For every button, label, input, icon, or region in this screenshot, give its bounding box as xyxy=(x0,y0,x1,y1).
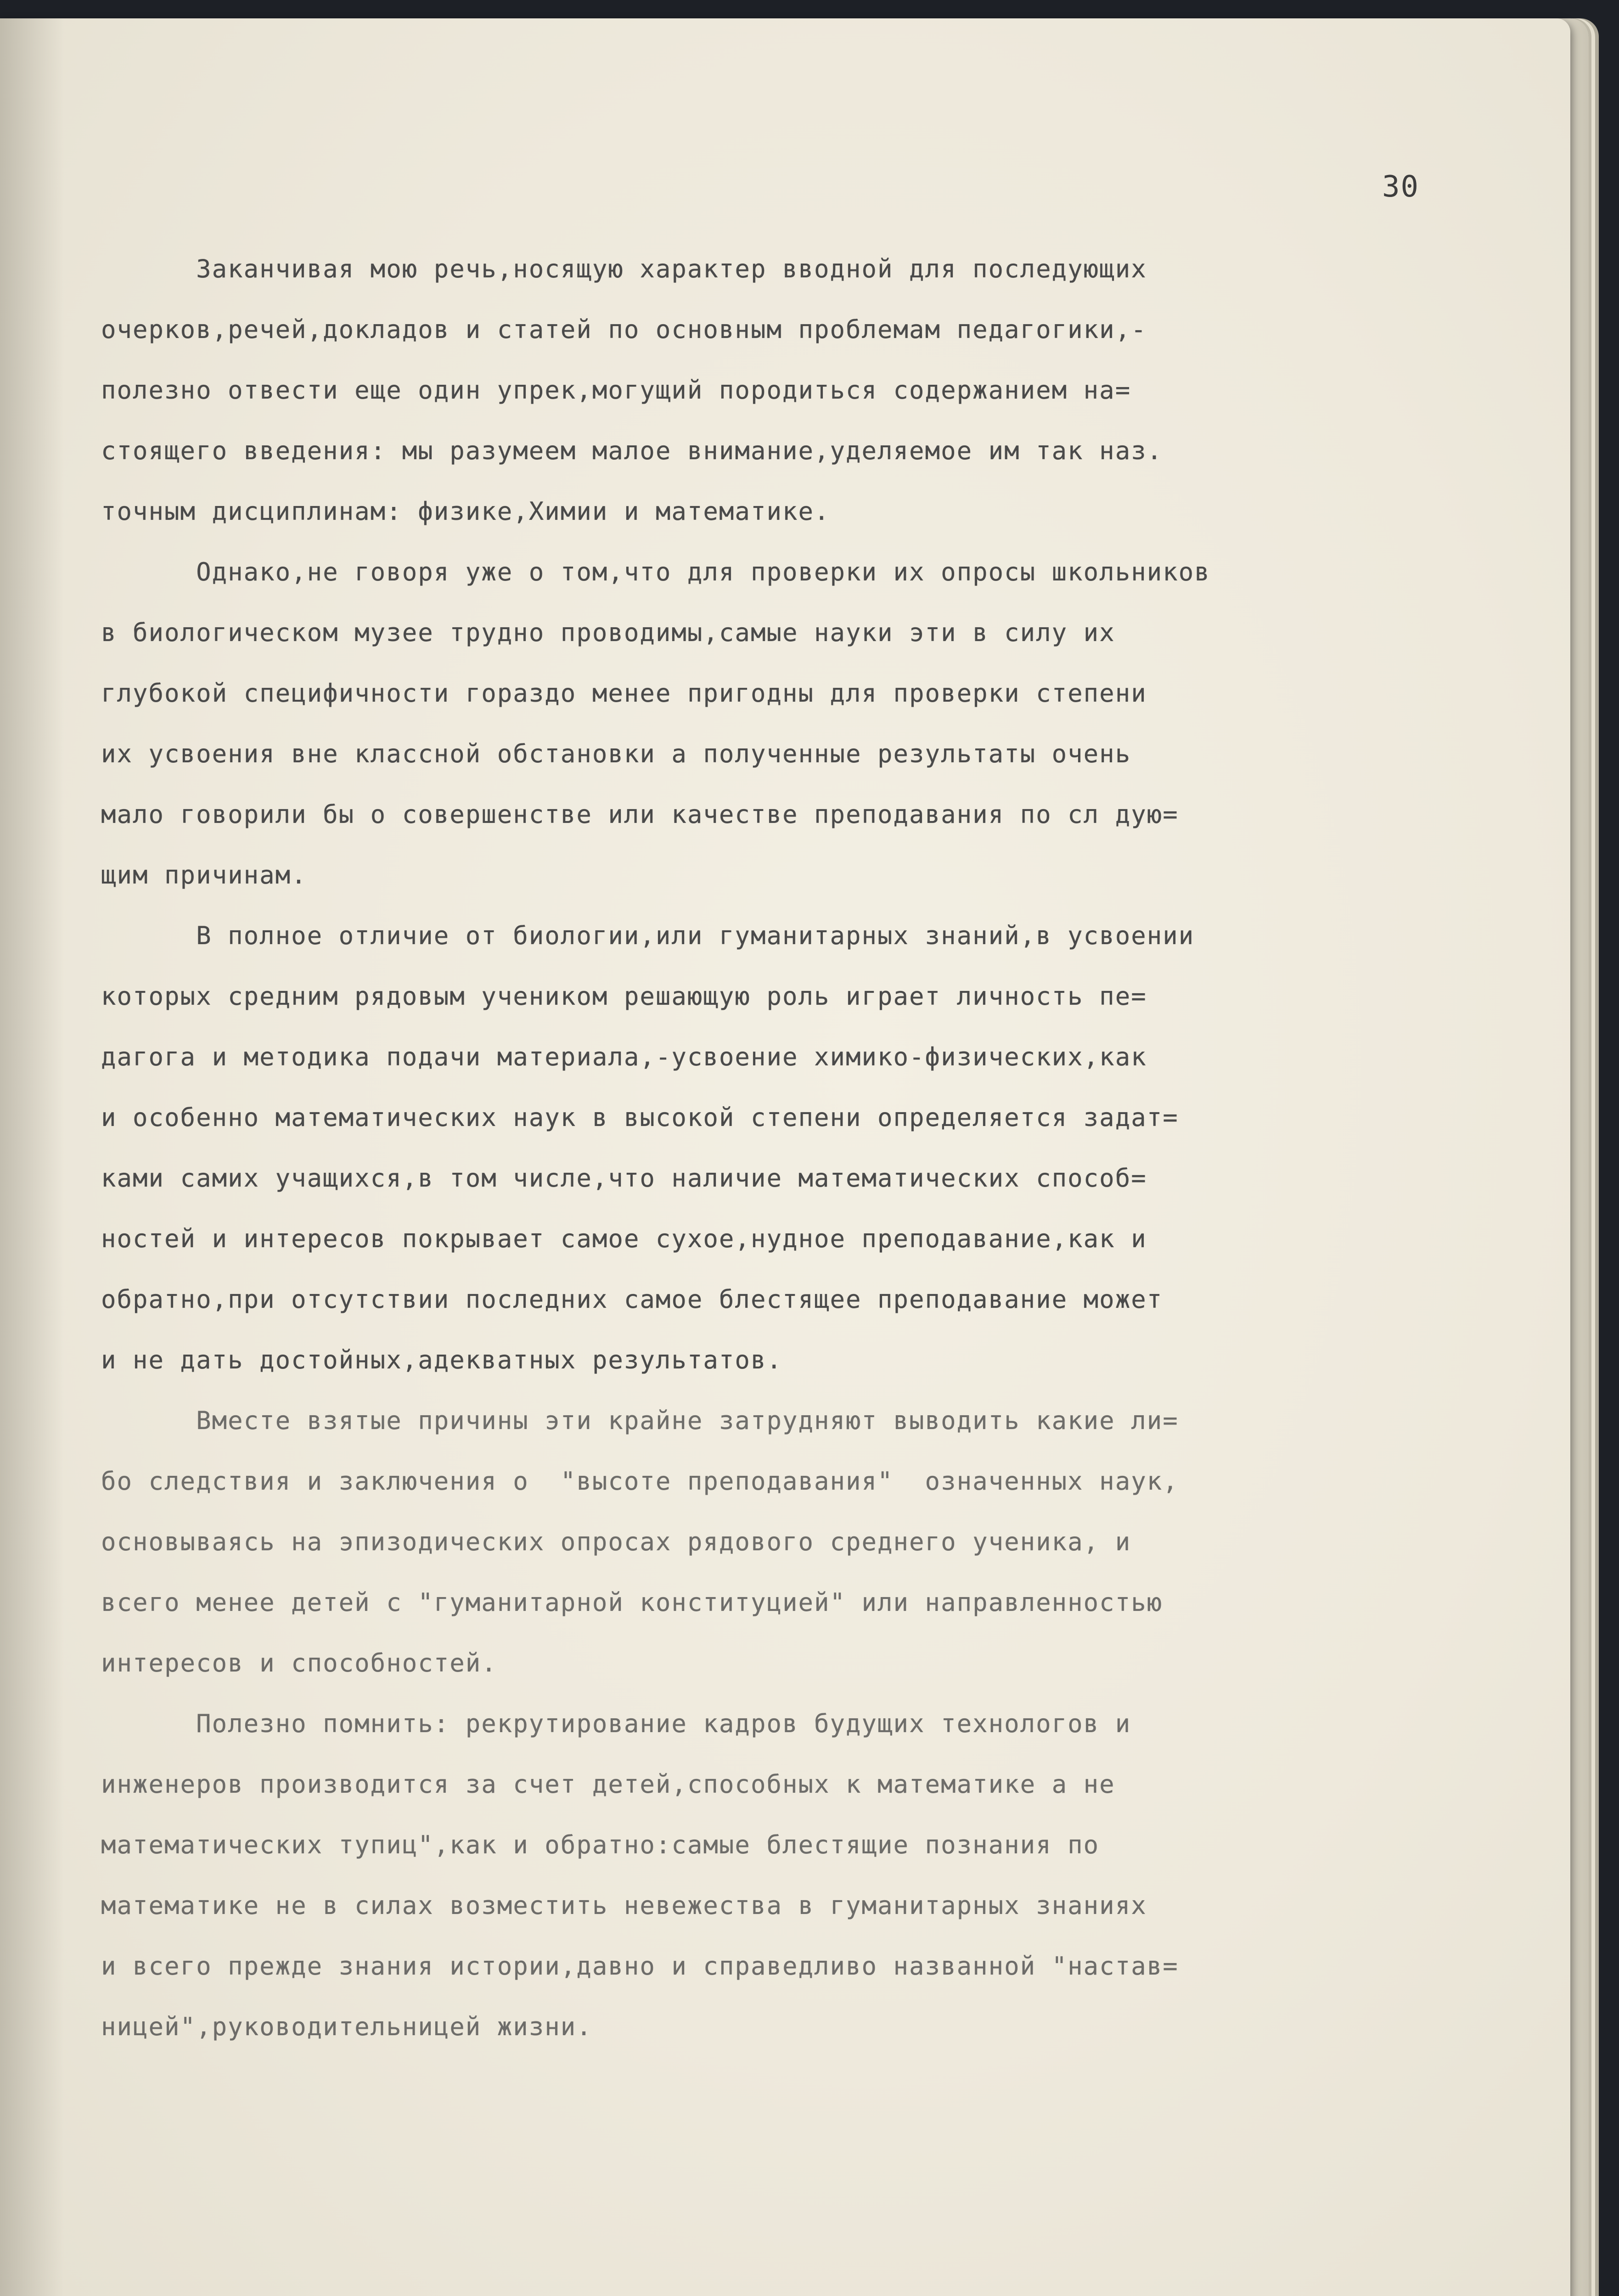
paragraph xyxy=(101,542,1478,906)
paragraph xyxy=(101,906,1478,1390)
text-line: их усвоения вне классной обстановки а полученные результаты очень xyxy=(101,739,1131,768)
text-line: Вместе взятые причины эти крайне затрудняют выводить какие ли= xyxy=(101,1406,1179,1435)
text-line: математике не в силах возместить невежества в гуманитарных знаниях xyxy=(101,1891,1147,1920)
page-number: 30 xyxy=(1382,170,1420,204)
text-line: дагога и методика подачи материала,-усвоение химико-физических,как xyxy=(101,1042,1147,1071)
text-line: интересов и способностей. xyxy=(101,1649,497,1677)
text-line: бо следствия и заключения о "высоте преподавания" означенных наук, xyxy=(101,1467,1179,1496)
text-line: Однако,не говоря уже о том,что для проверки их опросы школьников xyxy=(101,557,1210,586)
text-line: В полное отличие от биологии,или гуманитарных знаний,в усвоении xyxy=(101,921,1195,950)
text-line: Заканчивая мою речь,носящую характер вводной для последующих xyxy=(101,254,1147,283)
text-line: стоящего введения: мы разумеем малое внимание,уделяемое им так наз. xyxy=(101,436,1163,465)
text-line: и особенно математических наук в высокой степени определяется задат= xyxy=(101,1103,1179,1132)
text-line: ностей и интересов покрывает самое сухое,нудное преподавание,как и xyxy=(101,1224,1147,1253)
text-line: математических тупиц",как и обратно:самые блестящие познания по xyxy=(101,1830,1100,1859)
text-line: ницей",руководительницей жизни. xyxy=(101,2012,592,2041)
text-line: всего менее детей с "гуманитарной конституцией" или направленностью xyxy=(101,1588,1163,1617)
text-line: ками самих учащихся,в том числе,что наличие математических способ= xyxy=(101,1164,1147,1193)
body-text xyxy=(101,239,1478,2057)
text-line: в биологическом музее трудно проводимы,самые науки эти в силу их xyxy=(101,618,1115,647)
text-line: точным дисциплинам: физике,Химии и математике. xyxy=(101,497,830,526)
page-edge-shadow xyxy=(0,18,64,2296)
text-line: Полезно помнить: рекрутирование кадров будущих технологов и xyxy=(101,1709,1131,1738)
paragraph xyxy=(101,1694,1478,2057)
text-line: мало говорили бы о совершенстве или качестве преподавания по сл дую= xyxy=(101,800,1179,829)
text-line: очерков,речей,докладов и статей по основным проблемам педагогики,- xyxy=(101,315,1147,344)
paragraph xyxy=(101,239,1478,542)
text-line: основываясь на эпизодических опросах рядового среднего ученика, и xyxy=(101,1527,1131,1556)
text-line: и не дать достойных,адекватных результатов. xyxy=(101,1345,782,1374)
text-line: которых средним рядовым учеником решающую роль играет личность пе= xyxy=(101,982,1147,1011)
text-line: полезно отвести еще один упрек,могущий породиться содержанием на= xyxy=(101,376,1131,405)
text-line: обратно,при отсутствии последних самое блестящее преподавание может xyxy=(101,1285,1163,1314)
text-line: щим причинам. xyxy=(101,861,307,889)
paragraph xyxy=(101,1390,1478,1694)
text-line: глубокой специфичности гораздо менее пригодны для проверки степени xyxy=(101,679,1147,708)
typewritten-page xyxy=(0,18,1570,2296)
text-line: инженеров производится за счет детей,способных к математике а не xyxy=(101,1770,1115,1799)
text-line: и всего прежде знания истории,давно и справедливо названной "настав= xyxy=(101,1952,1179,1981)
